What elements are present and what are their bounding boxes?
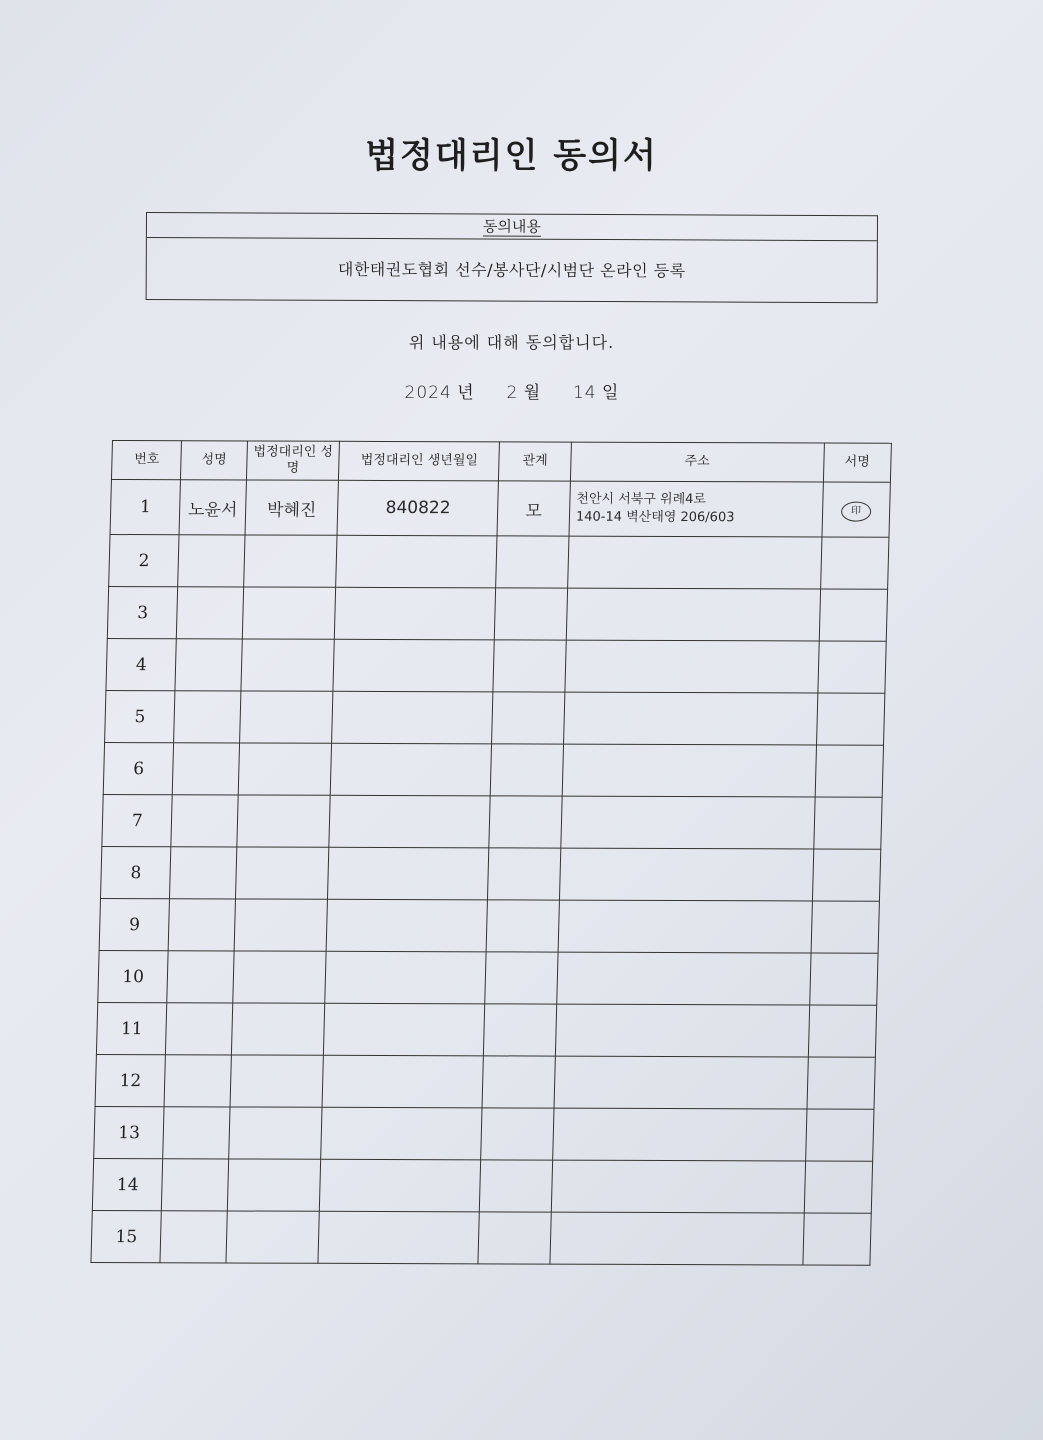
- signature-cell: [820, 537, 889, 589]
- address-line-1: [564, 978, 810, 979]
- address-cell: [563, 692, 817, 745]
- guardian-name-cell: [241, 639, 335, 691]
- relation-cell: 모: [497, 481, 570, 536]
- address-line-2: [564, 978, 810, 979]
- row-number: 2: [109, 535, 180, 587]
- address-cell: [553, 1108, 807, 1161]
- signed-date: [0, 378, 1023, 403]
- address-line-2: [560, 1134, 806, 1135]
- guardian-name-cell: [242, 587, 336, 639]
- date-month: 2: [506, 383, 519, 403]
- address-cell: [562, 744, 816, 797]
- signature-cell: [815, 745, 884, 797]
- address-cell: [557, 952, 811, 1005]
- signature-cell: [805, 1109, 874, 1161]
- guardian-birth-cell: [325, 951, 486, 1004]
- relation-cell: [495, 588, 568, 640]
- relation-cell: [493, 640, 566, 692]
- student-name-cell: [178, 535, 245, 587]
- row-number: 1: [110, 480, 181, 535]
- address-line-2: [557, 1238, 803, 1239]
- row-number: 10: [98, 950, 169, 1002]
- header-guardian-name: 법정대리인 성명: [246, 441, 340, 480]
- student-name-cell: [163, 1107, 230, 1159]
- table-row: [95, 1054, 875, 1109]
- address-line-2: [565, 926, 811, 927]
- address-line-1: [565, 926, 811, 927]
- guardian-name-cell: [235, 847, 329, 899]
- header-relation: 관계: [499, 442, 572, 481]
- student-name-cell: [170, 847, 237, 899]
- table-row: [98, 950, 878, 1005]
- relation-cell: [485, 952, 558, 1004]
- signature-cell: [808, 1005, 877, 1057]
- student-name-cell: [173, 743, 240, 795]
- table-row: [105, 691, 885, 746]
- address-line-1: [567, 874, 813, 875]
- consent-content-box: [146, 212, 878, 303]
- student-name-cell: [162, 1159, 229, 1211]
- address-line-1: 천안시 서북구 위례4로: [576, 491, 707, 508]
- signature-cell: [804, 1161, 873, 1213]
- address-cell: [569, 481, 823, 537]
- address-line-1: [560, 1134, 806, 1135]
- guardian-birth-cell: [322, 1055, 483, 1108]
- address-line-1: [557, 1238, 803, 1239]
- table-row: [103, 742, 883, 797]
- student-name-cell: [169, 899, 236, 951]
- student-name-cell: [166, 1003, 233, 1055]
- guardian-birth-cell: [328, 847, 489, 900]
- guardian-name-cell: [239, 691, 333, 743]
- row-number: 11: [96, 1002, 167, 1054]
- table-row: [99, 898, 879, 953]
- guardian-table-wrapper: [90, 440, 891, 1266]
- address-line-2: [568, 822, 814, 823]
- table-row: [96, 1002, 876, 1057]
- relation-cell: [488, 848, 561, 900]
- guardian-birth-cell: [335, 587, 496, 640]
- row-number: 4: [106, 639, 177, 691]
- address-line-1: [571, 718, 817, 719]
- table-row: [92, 1158, 872, 1213]
- guardian-birth-cell: [326, 899, 487, 952]
- date-day: 14: [572, 383, 597, 403]
- table-row: [100, 846, 880, 901]
- guardian-name-cell: [230, 1055, 324, 1107]
- date-year: 2024: [404, 383, 452, 403]
- relation-cell: [481, 1108, 554, 1160]
- table-row: [109, 535, 889, 590]
- header-number: 번호: [111, 441, 181, 480]
- guardian-birth-cell: [329, 795, 490, 848]
- signature-cell: [812, 849, 881, 901]
- student-name-cell: [175, 639, 242, 691]
- address-line-2: [572, 666, 818, 667]
- guardian-birth-cell: 840822: [337, 480, 498, 536]
- row-number: 12: [95, 1054, 166, 1106]
- table-row: [94, 1106, 874, 1161]
- address-line-2: [573, 614, 819, 615]
- row-number: 3: [107, 587, 178, 639]
- address-cell: [555, 1004, 809, 1057]
- guardian-birth-cell: [324, 1003, 485, 1056]
- guardian-name-cell: [227, 1159, 321, 1211]
- address-line-2: [569, 770, 815, 771]
- guardian-birth-cell: [333, 639, 494, 692]
- date-month-unit: 월: [523, 383, 541, 403]
- signature-cell: [817, 641, 886, 693]
- address-line-1: [561, 1082, 807, 1083]
- table-row: [102, 794, 882, 849]
- address-cell: [559, 848, 813, 901]
- guardian-name-cell: [234, 899, 328, 951]
- relation-cell: [478, 1212, 551, 1264]
- row-number: 8: [100, 846, 171, 898]
- signature-cell: [813, 797, 882, 849]
- address-line-2: [575, 562, 821, 563]
- guardian-name-cell: [228, 1107, 322, 1159]
- table-row: [107, 587, 887, 642]
- address-line-1: [569, 770, 815, 771]
- header-name: 성명: [181, 441, 247, 480]
- address-cell: [554, 1056, 808, 1109]
- student-name-cell: [165, 1055, 232, 1107]
- address-cell: [565, 640, 819, 693]
- date-year-unit: 년: [457, 383, 474, 403]
- address-line-1: [572, 666, 818, 667]
- row-number: 7: [102, 794, 173, 846]
- table-row: [106, 639, 886, 694]
- row-number: 9: [99, 898, 170, 950]
- address-cell: [550, 1212, 804, 1265]
- table-row: [91, 1210, 871, 1265]
- address-line-1: [558, 1186, 804, 1187]
- address-cell: [561, 796, 815, 849]
- guardian-birth-cell: [321, 1107, 482, 1160]
- guardian-name-cell: [232, 951, 326, 1003]
- address-cell: [566, 588, 820, 641]
- address-line-2: [567, 874, 813, 875]
- consent-header: [147, 213, 877, 241]
- address-line-1: [562, 1030, 808, 1031]
- address-line-2: [562, 1030, 808, 1031]
- signature-cell: [809, 953, 878, 1005]
- relation-cell: [480, 1160, 553, 1212]
- row-number: 5: [105, 691, 176, 743]
- row-number: 13: [94, 1106, 165, 1158]
- header-signature: 서명: [823, 443, 891, 482]
- student-name-cell: [167, 951, 234, 1003]
- signature-cell: [802, 1213, 871, 1265]
- student-name-cell: [160, 1211, 227, 1263]
- consent-header-label: 동의내용: [482, 217, 541, 236]
- consent-content-text: 대한태권도협회 선수/봉사단/시범단 온라인 등록: [337, 259, 686, 281]
- relation-cell: [496, 536, 569, 588]
- signature-cell: [819, 589, 888, 641]
- guardian-name-cell: [238, 743, 332, 795]
- student-name-cell: 노윤서: [179, 480, 246, 535]
- student-name-cell: [171, 795, 238, 847]
- address-cell: [551, 1160, 805, 1213]
- relation-cell: [492, 692, 565, 744]
- header-guardian-birth: 법정대리인 생년월일: [339, 441, 500, 481]
- address-line-2: [561, 1082, 807, 1083]
- signature-cell: [811, 901, 880, 953]
- header-address: 주소: [570, 442, 824, 482]
- guardian-birth-cell: [318, 1211, 479, 1264]
- address-line-2: 140-14 벽산태영 206/603: [575, 509, 735, 526]
- signature-cell: [816, 693, 885, 745]
- guardian-birth-cell: [320, 1159, 481, 1212]
- address-line-2: [571, 718, 817, 719]
- student-name-cell: [174, 691, 241, 743]
- guardian-name-cell: 박혜진: [245, 480, 339, 535]
- relation-cell: [491, 744, 564, 796]
- table-row: [110, 480, 890, 538]
- guardian-birth-cell: [331, 743, 492, 796]
- signature-cell: [822, 482, 891, 537]
- guardian-name-cell: [237, 795, 331, 847]
- row-number: 15: [91, 1210, 162, 1262]
- relation-cell: [482, 1056, 555, 1108]
- address-line-2: [558, 1186, 804, 1187]
- relation-cell: [484, 1004, 557, 1056]
- signature-cell: [807, 1057, 876, 1109]
- signature-mark: 印: [841, 501, 872, 521]
- row-number: 14: [92, 1158, 163, 1210]
- guardian-table: [90, 440, 891, 1266]
- agreement-statement: 위 내용에 대해 동의합니다.: [408, 333, 615, 352]
- address-line-1: [568, 822, 814, 823]
- guardian-birth-cell: [336, 535, 497, 588]
- guardian-name-cell: [226, 1211, 320, 1263]
- form-title: 법정대리인 동의서: [365, 136, 658, 176]
- guardian-name-cell: [243, 535, 337, 587]
- date-day-unit: 일: [602, 383, 619, 403]
- address-cell: [568, 536, 822, 589]
- relation-cell: [489, 796, 562, 848]
- row-number: 6: [103, 742, 174, 794]
- student-name-cell: [177, 587, 244, 639]
- relation-cell: [486, 900, 559, 952]
- guardian-name-cell: [231, 1003, 325, 1055]
- table-header-row: [111, 441, 891, 483]
- address-cell: [558, 900, 812, 953]
- guardian-birth-cell: [332, 691, 493, 744]
- address-line-1: [575, 562, 821, 563]
- table-body: [91, 480, 890, 1266]
- address-line-1: [573, 614, 819, 615]
